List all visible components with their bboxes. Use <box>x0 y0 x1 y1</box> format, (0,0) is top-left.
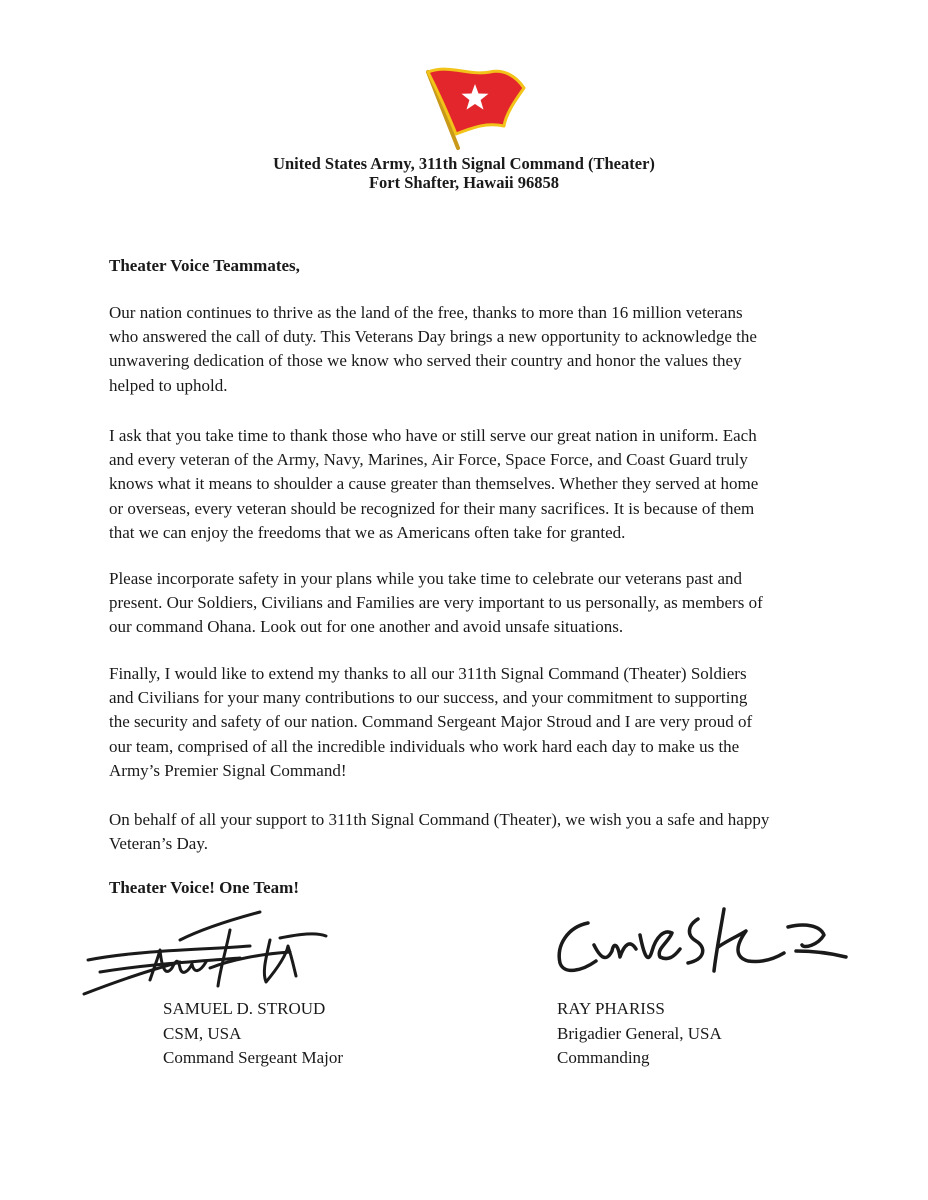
phariss-signature-icon <box>548 905 868 985</box>
closing-line: Theater Voice! One Team! <box>109 878 299 897</box>
paragraph-1 <box>109 301 819 398</box>
salutation: Theater Voice Teammates, <box>109 256 300 275</box>
signatory-title: Command Sergeant Major <box>163 1048 344 1067</box>
paragraph-2 <box>109 424 819 545</box>
letterhead-unit: United States Army, 311th Signal Command (Theater) <box>273 154 655 173</box>
paragraph-line: present. Our Soldiers, Civilians and Families are very important to us personally, as members of <box>109 593 763 613</box>
paragraph-line: Veteran’s Day. <box>109 834 208 854</box>
signatory-rank: CSM, USA <box>163 1023 242 1043</box>
general-officer-flag-icon <box>420 62 530 152</box>
signatory-name: SAMUEL D. STROUD <box>163 999 326 1018</box>
paragraph-line: knows what it means to shoulder a cause greater than themselves. Whether they served at home <box>109 474 759 494</box>
paragraph-line: and Civilians for your many contributions to our success, and your commitment to supporting <box>109 688 748 708</box>
paragraph-line: that we can enjoy the freedoms that we as Americans often take for granted. <box>109 522 626 542</box>
signatory-rank: Brigadier General, USA <box>557 1023 722 1043</box>
signature-block-stroud <box>163 997 343 1071</box>
paragraph-line: unwavering dedication of those we know who served their country and honor the values they <box>109 351 742 371</box>
letterhead-address: Fort Shafter, Hawaii 96858 <box>368 173 560 192</box>
stroud-signature-icon <box>80 910 340 1005</box>
paragraph-line: I ask that you take time to thank those who have or still serve our great nation in uniform. Each <box>109 426 757 445</box>
paragraph-line: our team, comprised of all the incredible individuals who work hard each day to make us the <box>109 736 740 756</box>
paragraph-line: who answered the call of duty. This Veterans Day brings a new opportunity to acknowledge the <box>109 327 757 347</box>
paragraph-3 <box>109 567 819 640</box>
signatory-name: RAY PHARISS <box>557 999 665 1018</box>
paragraph-line: Our nation continues to thrive as the land of the free, thanks to more than 16 million veterans <box>109 303 743 322</box>
paragraph-line: our command Ohana. Look out for one another and avoid unsafe situations. <box>109 617 624 637</box>
letterhead <box>0 154 928 192</box>
paragraph-line: Finally, I would like to extend my thanks to all our 311th Signal Command (Theater) Soldiers <box>109 664 747 683</box>
signature-block-phariss <box>557 997 722 1071</box>
paragraph-line: On behalf of all your support to 311th Signal Command (Theater), we wish you a safe and happy <box>109 810 770 829</box>
paragraph-5 <box>109 808 819 856</box>
paragraph-line: or overseas, every veteran should be recognized for their many sacrifices. It is because of them <box>109 498 755 518</box>
paragraph-4 <box>109 662 819 783</box>
paragraph-line: Please incorporate safety in your plans while you take time to celebrate our veterans past and <box>109 569 743 588</box>
signatory-title: Commanding <box>557 1048 650 1067</box>
paragraph-line: helped to uphold. <box>109 375 228 395</box>
paragraph-line: the security and safety of our nation. Command Sergeant Major Stroud and I are very proud of <box>109 712 753 732</box>
paragraph-line: Army’s Premier Signal Command! <box>109 760 347 780</box>
paragraph-line: and every veteran of the Army, Navy, Marines, Air Force, Space Force, and Coast Guard truly <box>109 450 748 470</box>
